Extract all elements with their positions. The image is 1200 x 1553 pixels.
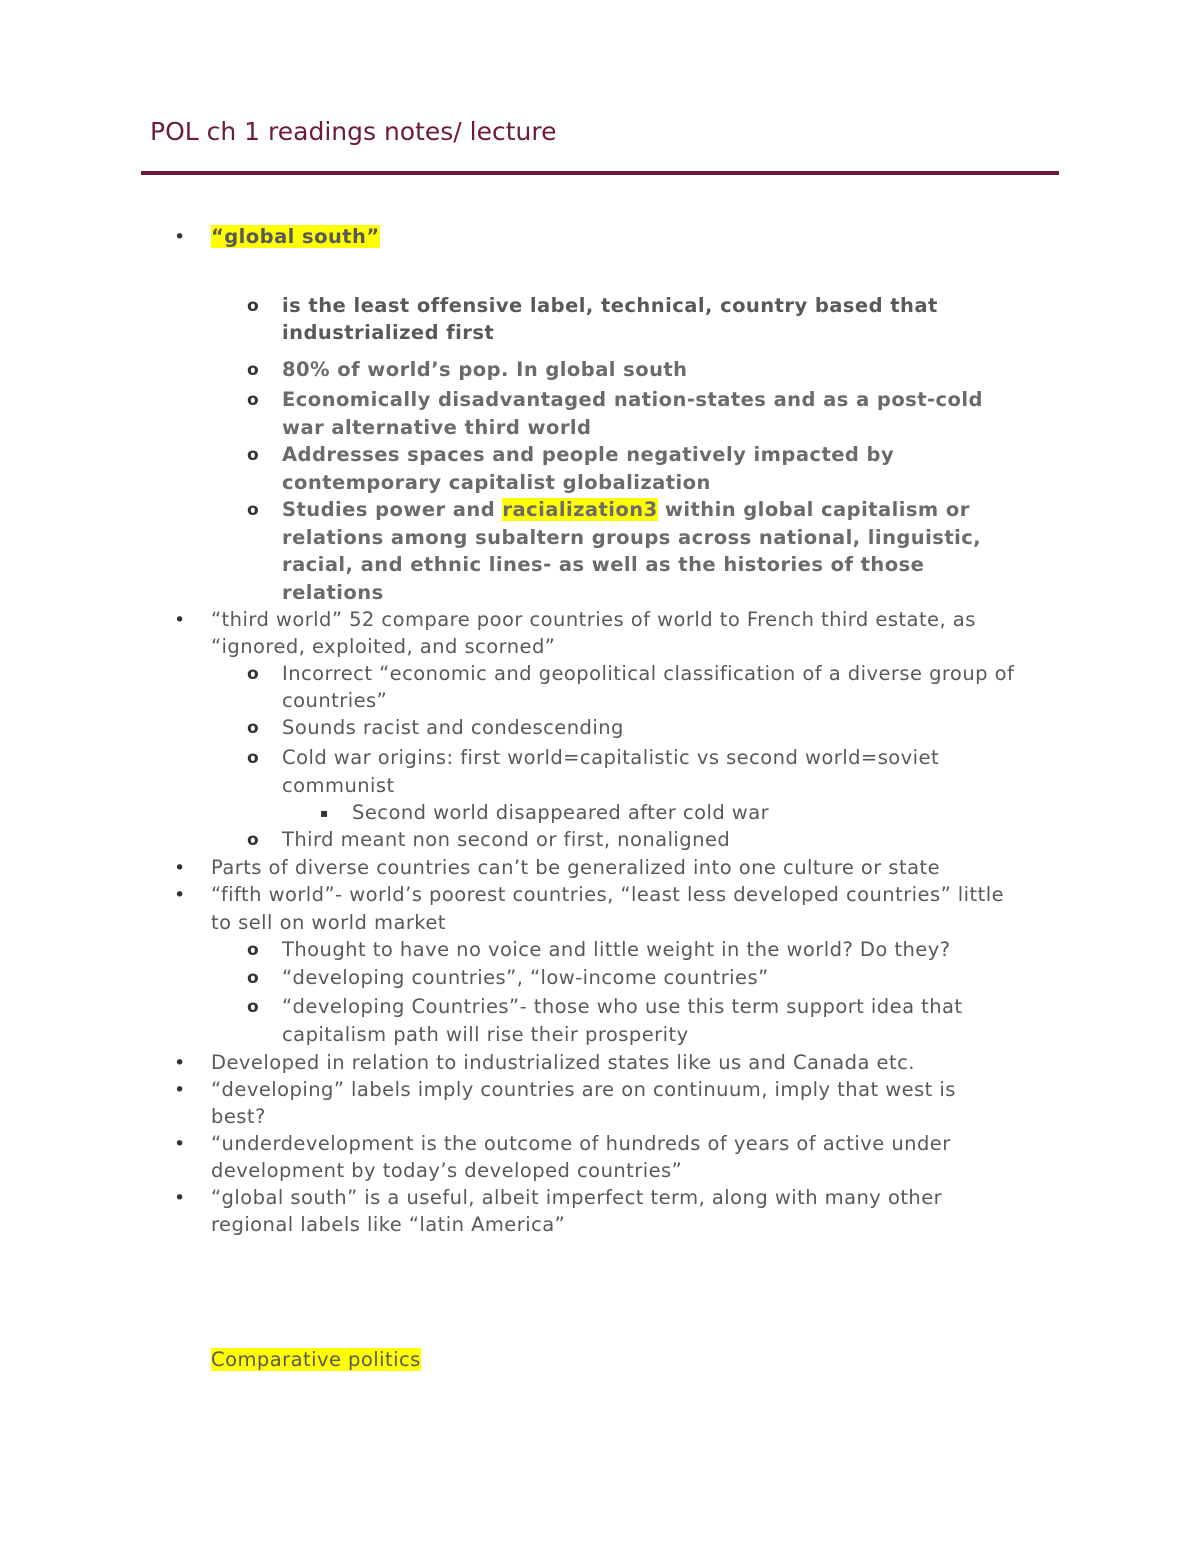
note-line: Third meant non second or first, nonaligned <box>282 828 731 851</box>
sub-bullet-icon: o <box>247 940 259 960</box>
sub-bullet-icon: o <box>247 664 259 684</box>
bullet-icon: • <box>174 1052 186 1074</box>
note-line: “ignored, exploited, and scorned” <box>211 635 556 658</box>
bullet-icon: • <box>174 857 186 879</box>
note-line <box>282 496 970 524</box>
title-divider <box>141 171 1059 175</box>
note-line: relations <box>282 581 384 604</box>
note-line: communist <box>282 774 395 797</box>
bullet-icon: • <box>174 1187 186 1209</box>
highlighted-text: “global south” <box>211 225 380 248</box>
note-line: contemporary capitalist globalization <box>282 471 711 494</box>
note-line: “underdevelopment is the outcome of hundreds of years of active under <box>211 1132 951 1155</box>
note-line: racial, and ethnic lines- as well as the histories of those <box>282 553 925 576</box>
sub-bullet-icon: o <box>247 445 259 465</box>
highlighted-text: Comparative politics <box>211 1348 421 1371</box>
note-line: Sounds racist and condescending <box>282 716 624 739</box>
text-run: Studies power and <box>282 498 503 521</box>
sub-bullet-icon: o <box>247 296 259 316</box>
note-line: is the least offensive label, technical, country based that <box>282 294 938 317</box>
note-line: Second world disappeared after cold war <box>352 801 770 824</box>
note-line: Thought to have no voice and little weight in the world? Do they? <box>282 938 951 961</box>
note-line: Economically disadvantaged nation-states and as a post-cold <box>282 388 983 411</box>
sub-bullet-icon: o <box>247 968 259 988</box>
sub-bullet-icon: o <box>247 360 259 380</box>
note-line: capitalism path will rise their prosperity <box>282 1023 689 1046</box>
bullet-icon: • <box>174 226 186 248</box>
note-line: “developing Countries”- those who use this term support idea that <box>282 995 963 1018</box>
sub-bullet-icon: o <box>247 500 259 520</box>
note-line: “developing countries”, “low-income countries” <box>282 966 769 989</box>
bullet-icon: • <box>174 1079 186 1101</box>
note-line: development by today’s developed countries” <box>211 1159 683 1182</box>
note-line: Incorrect “economic and geopolitical classification of a diverse group of <box>282 662 1015 685</box>
sub-bullet-icon: o <box>247 390 259 410</box>
heading-global-south <box>211 223 380 251</box>
highlighted-text: racialization3 <box>502 498 658 521</box>
note-line: to sell on world market <box>211 911 446 934</box>
sub-bullet-icon: o <box>247 718 259 738</box>
note-line: regional labels like “latin America” <box>211 1213 566 1236</box>
note-line: relations among subaltern groups across national, linguistic, <box>282 526 982 549</box>
note-line: Parts of diverse countries can’t be generalized into one culture or state <box>211 856 941 879</box>
text-run: within global capitalism or <box>657 498 970 521</box>
heading-comparative-politics <box>211 1346 421 1374</box>
note-line: “developing” labels imply countries are on continuum, imply that west is <box>211 1078 956 1101</box>
note-line: “fifth world”- world’s poorest countries, “least less developed countries” little <box>211 883 1005 906</box>
note-line: countries” <box>282 689 388 712</box>
note-line: 80% of world’s pop. In global south <box>282 358 688 381</box>
note-line: best? <box>211 1105 266 1128</box>
note-line: “global south” is a useful, albeit imperfect term, along with many other <box>211 1186 943 1209</box>
note-line: Addresses spaces and people negatively impacted by <box>282 443 895 466</box>
note-line: Developed in relation to industrialized states like us and Canada etc. <box>211 1051 915 1074</box>
document-title: POL ch 1 readings notes/ lecture <box>150 117 557 146</box>
sub-bullet-icon: o <box>247 748 259 768</box>
sub-bullet-icon: o <box>247 830 259 850</box>
note-line: industrialized first <box>282 321 495 344</box>
note-line: war alternative third world <box>282 416 592 439</box>
sub-bullet-icon: o <box>247 997 259 1017</box>
square-bullet-icon: ▪ <box>320 806 329 820</box>
note-line: “third world” 52 compare poor countries of world to French third estate, as <box>211 608 976 631</box>
bullet-icon: • <box>174 609 186 631</box>
bullet-icon: • <box>174 884 186 906</box>
note-line: Cold war origins: first world=capitalistic vs second world=soviet <box>282 746 940 769</box>
bullet-icon: • <box>174 1133 186 1155</box>
